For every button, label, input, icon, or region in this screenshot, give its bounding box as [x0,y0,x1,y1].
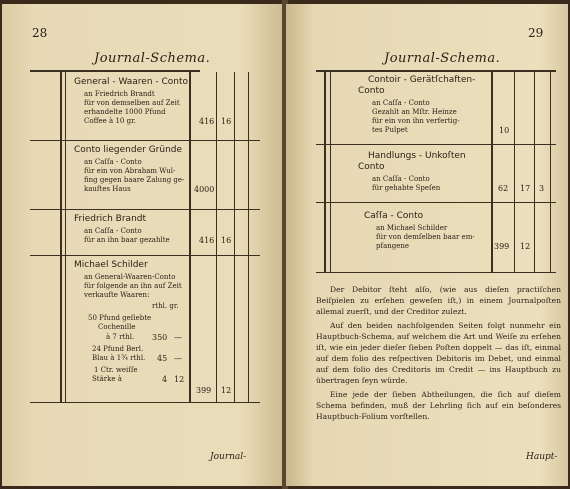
entry-line: an General-Waaren-Conto [84,273,176,281]
entry-line: verkaufte Waaren: [84,291,150,299]
column-rule [216,72,217,402]
amount-pf: 3 [539,184,545,193]
entry-line: für gehabte Speſen [372,184,441,192]
page-number: 29 [528,26,544,40]
column-rule [330,72,331,272]
column-rule [60,72,62,402]
item-rthl: 45 [157,354,168,363]
entry-line: für von demselben auf Zeit [84,99,180,107]
column-rule [234,72,235,402]
item-gr: — [174,333,182,342]
unit-header: rthl. gr. [152,302,179,310]
item-line: 1 Ctr. weiſſe [94,366,138,374]
entry-line: Coffee à 10 gr. [84,117,136,125]
amount-gr: 16 [221,236,232,245]
entry-heading: Friedrich Brandt [74,214,147,224]
entry-line: an Caſſa - Conto [372,175,430,183]
entry-line: an Caſſa - Conto [372,99,430,107]
page-number: 28 [32,26,48,40]
entry-line: an Michael Schilder [376,224,448,232]
page-title: Journal-Schema. [94,51,211,66]
amount-rthl: 416 [199,117,215,126]
item-line: 24 Pfund Berl. [92,345,144,353]
catchword: Haupt- [526,452,558,462]
column-rule [534,72,535,272]
paragraph: Auf den beiden nachfolgenden Seiten folgt nunmehr ein Hauptbuch-Schema, auf welchem die Art und Weiſe zu erſehen iſt, wie ein jeder dieſer ſieben Poſten doppelt — das iſt, einmal auf dem folio des reſpectiven Debitoris im Debet, und einmal auf dem folio des Creditoris im Credit — ins Hauptbuch zu übertragen ſeyn würde. [316,321,561,385]
paragraph: Der Debitor ſteht alſo, (wie aus dieſen practiſchen Beiſpielen zu erſehen geweſen iſt,) in einem Journalpoſten allemal zuerſt, und der Creditor zulezt. [316,285,561,316]
entry-line: für ein von ihn verfertig- [372,117,460,125]
column-rule [514,72,515,272]
amount-gr: 16 [221,117,232,126]
entry-line: pfangene [376,242,410,250]
entry-divider [30,255,260,256]
item-rthl: 350 [152,333,168,342]
entry-heading: Contoir - Gerätſchaften- [368,75,476,85]
entry-line: für von demſelben baar em- [376,233,475,241]
amount-gr: 12 [520,242,531,251]
amount-rthl: 4000 [194,185,215,194]
page-title: Journal-Schema. [384,51,501,66]
entry-line: für an ihn baar gezahlte [84,236,170,244]
right-page [286,4,568,486]
entry-divider [30,402,260,403]
entry-line: kauftes Haus [84,185,131,193]
entry-line: für ein von Abraham Wul- [84,167,176,175]
catchword: Journal- [210,452,247,462]
title-rule [316,70,556,72]
column-rule [324,72,326,272]
column-rule [550,72,551,272]
item-line: à 7 rthl. [106,333,135,341]
amount-gr: 17 [520,184,531,193]
entry-divider [30,140,260,141]
item-gr: 12 [174,375,185,384]
entry-line: für folgende an ihn auf Zeit [84,282,182,290]
entry-heading: Caſſa - Conto [364,211,424,221]
entry-divider [316,202,556,203]
entry-line: an Caſſa - Conto [84,158,142,166]
body-text [316,284,561,425]
amount-rthl: 62 [498,184,509,193]
amount-rthl: 416 [199,236,215,245]
entry-heading: Handlungs - Unkoſten [368,151,466,161]
amount-rthl: 399 [196,386,212,395]
entry-heading: General - Waaren - Conto [74,77,189,87]
item-rthl: 4 [162,375,168,384]
entry-divider [316,272,556,273]
item-line: 50 Pfund geſiebte [88,314,152,322]
entry-line: tes Pulpet [372,126,408,134]
entry-heading: Michael Schilder [74,260,148,270]
paragraph: Eine jede der ſieben Abtheilungen, die ſich auf dieſem Schema befinden, muß der Lehrling ſich auf ein beſonderes Hauptbuch-Folium vorſtellen. [316,390,561,421]
left-page [2,4,284,486]
title-rule [30,70,200,72]
entry-line: an Caſſa - Conto [84,227,142,235]
amount-gr: 12 [221,386,232,395]
entry-line: Gezahlt an Mſtr. Heinze [372,108,457,116]
column-rule [189,72,191,402]
amount-rthl: 10 [499,126,510,135]
entry-heading: Conto [358,86,385,96]
item-line: Cochenille [98,323,136,331]
column-rule [248,72,249,402]
amount-rthl: 399 [494,242,510,251]
entry-line: fing gegen baare Zalung ge- [84,176,185,184]
item-line: Stärke à [92,375,122,383]
item-line: Blau à 1¾ rthl. [92,354,146,362]
entry-line: erhandelte 1000 Pfund [84,108,166,116]
item-gr: — [174,354,182,363]
entry-divider [30,209,260,210]
entry-heading: Conto [358,162,385,172]
column-rule [65,72,66,402]
entry-divider [316,144,556,145]
column-rule [491,72,493,272]
entry-heading: Conto liegender Gründe [74,145,183,155]
entry-line: an Friedrich Brandt [84,90,155,98]
